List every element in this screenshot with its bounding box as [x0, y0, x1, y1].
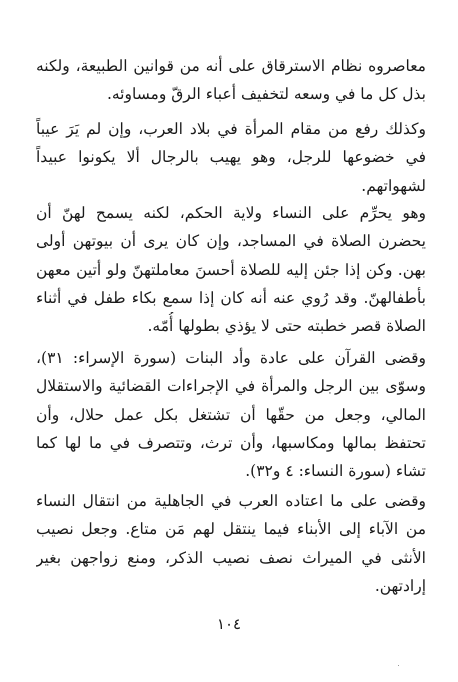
text-line: الصلاة قصر خطبته حتى لا يؤذي بطولها أُمّه. [147, 317, 426, 336]
text-line: بأطفالهنّ. وقد رُوي عنه أنه كان إذا سمع بكاء طفل في أثناء [36, 288, 426, 307]
paragraph-4 [36, 344, 426, 485]
paragraph-3 [36, 199, 426, 340]
text-line: تحتفظ بمالها ومكاسبها، وأن ترث، وتتصرف في ما لها كما [36, 433, 426, 452]
text-line: معاصروه نظام الاسترقاق على أنه من قوانين الطبيعة، ولكنه [36, 57, 426, 75]
text-line: تشاء (سورة النساء: ٤ و٣٢). [245, 462, 426, 481]
text-line: وهو يحرِّم على النساء ولاية الحكم، لكنه يسمح لهنّ أن [36, 204, 426, 222]
text-line: في خضوعها للرجل، وهو يهيب بالرجال ألا يكونوا عبيداً [36, 148, 426, 167]
text-line: المالي، وجعل من حقّها أن تشتغل بكل عمل حلال، وأن [36, 405, 426, 424]
text-line: الأنثى في الميراث نصف نصيب الذكر، ومنع زواجهن بغير [36, 548, 426, 567]
text-line: بذل كل ما في وسعه لتخفيف أعباء الرقّ ومساوئه. [106, 85, 426, 104]
text-line: وقضى على ما اعتاده العرب في الجاهلية من انتقال النساء [36, 492, 426, 510]
text-line: من الآباء إلى الأبناء فيما ينتقل لهم مَن متاع. وجعل نصيب [36, 520, 426, 539]
text-line: وسوّى بين الرجل والمرأة في الإجراءات القضائية والاستقلال [36, 377, 426, 396]
text-line: لشهواتهم. [361, 176, 426, 195]
paragraph-5 [36, 487, 426, 600]
page-number: ١٠٤ [216, 615, 242, 633]
text-line: وقضى القرآن على عادة وأد البنات (سورة الإسراء: ٣١)، [36, 349, 426, 367]
scan-speck [398, 665, 399, 666]
text-line: يحضرن الصلاة في المساجد، وإن كان يرى أن بيوتهن أولى [36, 232, 426, 251]
paragraph-1 [36, 52, 426, 109]
text-line: إرادتهن. [374, 576, 426, 595]
paragraph-2 [36, 115, 426, 200]
text-line: بهن. وكن إذا جئن إليه للصلاة أحسنَ معاملتهنّ ولو أتين معهن [36, 260, 426, 279]
text-line: وكذلك رفع من مقام المرأة في بلاد العرب، وإن لم يَرَ عيباً [36, 120, 426, 138]
